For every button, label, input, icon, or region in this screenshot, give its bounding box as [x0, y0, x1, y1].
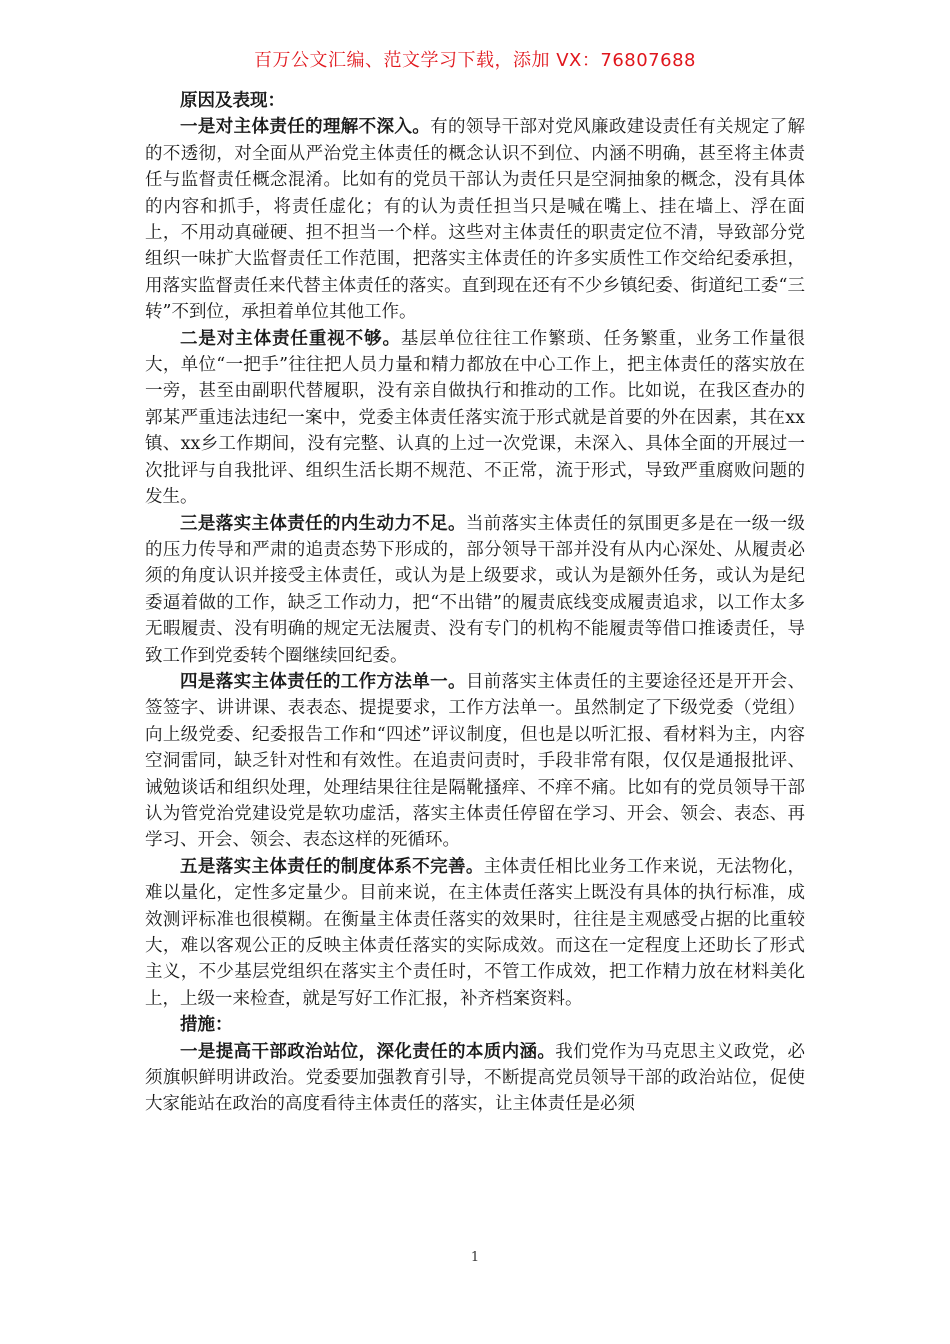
paragraph-lead: 三是落实主体责任的内生动力不足。	[180, 513, 466, 534]
paragraph-reason-4	[145, 669, 805, 854]
section-title-reasons: 原因及表现：	[180, 91, 285, 111]
section-title-measures: 措施：	[180, 1015, 233, 1036]
paragraph-body: 基层单位往往工作繁琐、任务繁重，业务工作量很大，单位“一把手”往往把人员力量和精力都放在中心工作上，把主体责任的落实放在一旁，甚至由副职代替履职，没有亲自做执行和推动的工作。比如说，在我区查办的郭某严重违法违纪一案中，党委主体责任落实流于形式就是首要的外在因素，其在xx镇、xx乡工作期间，没有完整、认真的上过一次党课，未深入、具体全面的开展过一次批评与自我批评、组织生活长期不规范、不正常，流于形式，导致严重腐败问题的发生。	[145, 328, 806, 508]
paragraph-lead: 一是对主体责任的理解不深入。	[180, 117, 431, 138]
paragraph-measure-1	[145, 1039, 805, 1118]
paragraph-reason-3	[145, 511, 805, 669]
paragraph-body: 当前落实主体责任的氛围更多是在一级一级的压力传导和严肃的追责态势下形成的，部分领导干部并没有从内心深处、从履责必须的角度认识并接受主体责任，或认为是上级要求，或认为是额外任务，或认为是纪委逼着做的工作，缺乏工作动力，把“不出错”的履责底线变成履责追求，以工作太多无暇履责、没有明确的规定无法履责、没有专门的机构不能履责等借口推诿责任，导致工作到党委转个圈继续回纪委。	[145, 513, 806, 666]
paragraph-lead: 二是对主体责任重视不够。	[180, 328, 401, 349]
paragraph-lead: 四是落实主体责任的工作方法单一。	[180, 671, 466, 692]
paragraph-reason-5	[145, 854, 805, 1012]
paragraph-lead: 五是落实主体责任的制度体系不完善。	[180, 856, 484, 877]
paragraph-body: 目前落实主体责任的主要途径还是开开会、签签字、讲讲课、表表态、提提要求，工作方法单一。虽然制定了下级党委（党组）向上级党委、纪委报告工作和“四述”评议制度，但也是以听汇报、看材料为主，内容空洞雷同，缺乏针对性和有效性。在追责问责时，手段非常有限，仅仅是通报批评、诫勉谈话和组织处理，处理结果往往是隔靴搔痒、不痒不痛。比如有的党员领导干部认为管党治党建设党是软功虚活，落实主体责任停留在学习、开会、领会、表态、再学习、开会、领会、表态这样的死循环。	[145, 671, 806, 851]
paragraph-reason-2	[145, 326, 805, 511]
paragraph-reason-1	[145, 114, 805, 325]
document-body	[145, 88, 805, 1118]
paragraph-body: 主体责任相比业务工作来说，无法物化，难以量化，定性多定量少。目前来说，在主体责任落实上既没有具体的执行标准，成效测评标准也很模糊。在衡量主体责任落实的效果时，往往是主观感受占据的比重较大，难以客观公正的反映主体责任落实的实际成效。而这在一定程度上还助长了形式主义，不少基层党组织在落实主个责任时，不管工作成效，把工作精力放在材料美化上，上级一来检查，就是写好工作汇报，补齐档案资料。	[145, 856, 805, 1009]
header-banner: 百万公文汇编、范文学习下载，添加 VX：76807688	[254, 50, 696, 71]
page-number: 1	[470, 1250, 480, 1265]
paragraph-body: 我们党作为马克思主义政党，必须旗帜鲜明讲政治。党委要加强教育引导，不断提高党员领导干部的政治站位，促使大家能站在政治的高度看待主体责任的落实，让主体责任是必须	[145, 1041, 806, 1115]
paragraph-body: 有的领导干部对党风廉政建设责任有关规定了解的不透彻，对全面从严治党主体责任的概念认识不到位、内涵不明确，甚至将主体责任与监督责任概念混淆。比如有的党员干部认为责任只是空洞抽象的概念，没有具体的内容和抓手，将责任虚化；有的认为责任担当只是喊在嘴上、挂在墙上、浮在面上，不用动真碰硬、担不担当一个样。这些对主体责任的职责定位不清，导致部分党组织一味扩大监督责任工作范围，把落实主体责任的许多实质性工作交给纪委承担，用落实监督责任来代替主体责任的落实。直到现在还有不少乡镇纪委、街道纪工委“三转”不到位，承担着单位其他工作。	[145, 117, 806, 323]
paragraph-lead: 一是提高干部政治站位，深化责任的本质内涵。	[180, 1041, 556, 1062]
